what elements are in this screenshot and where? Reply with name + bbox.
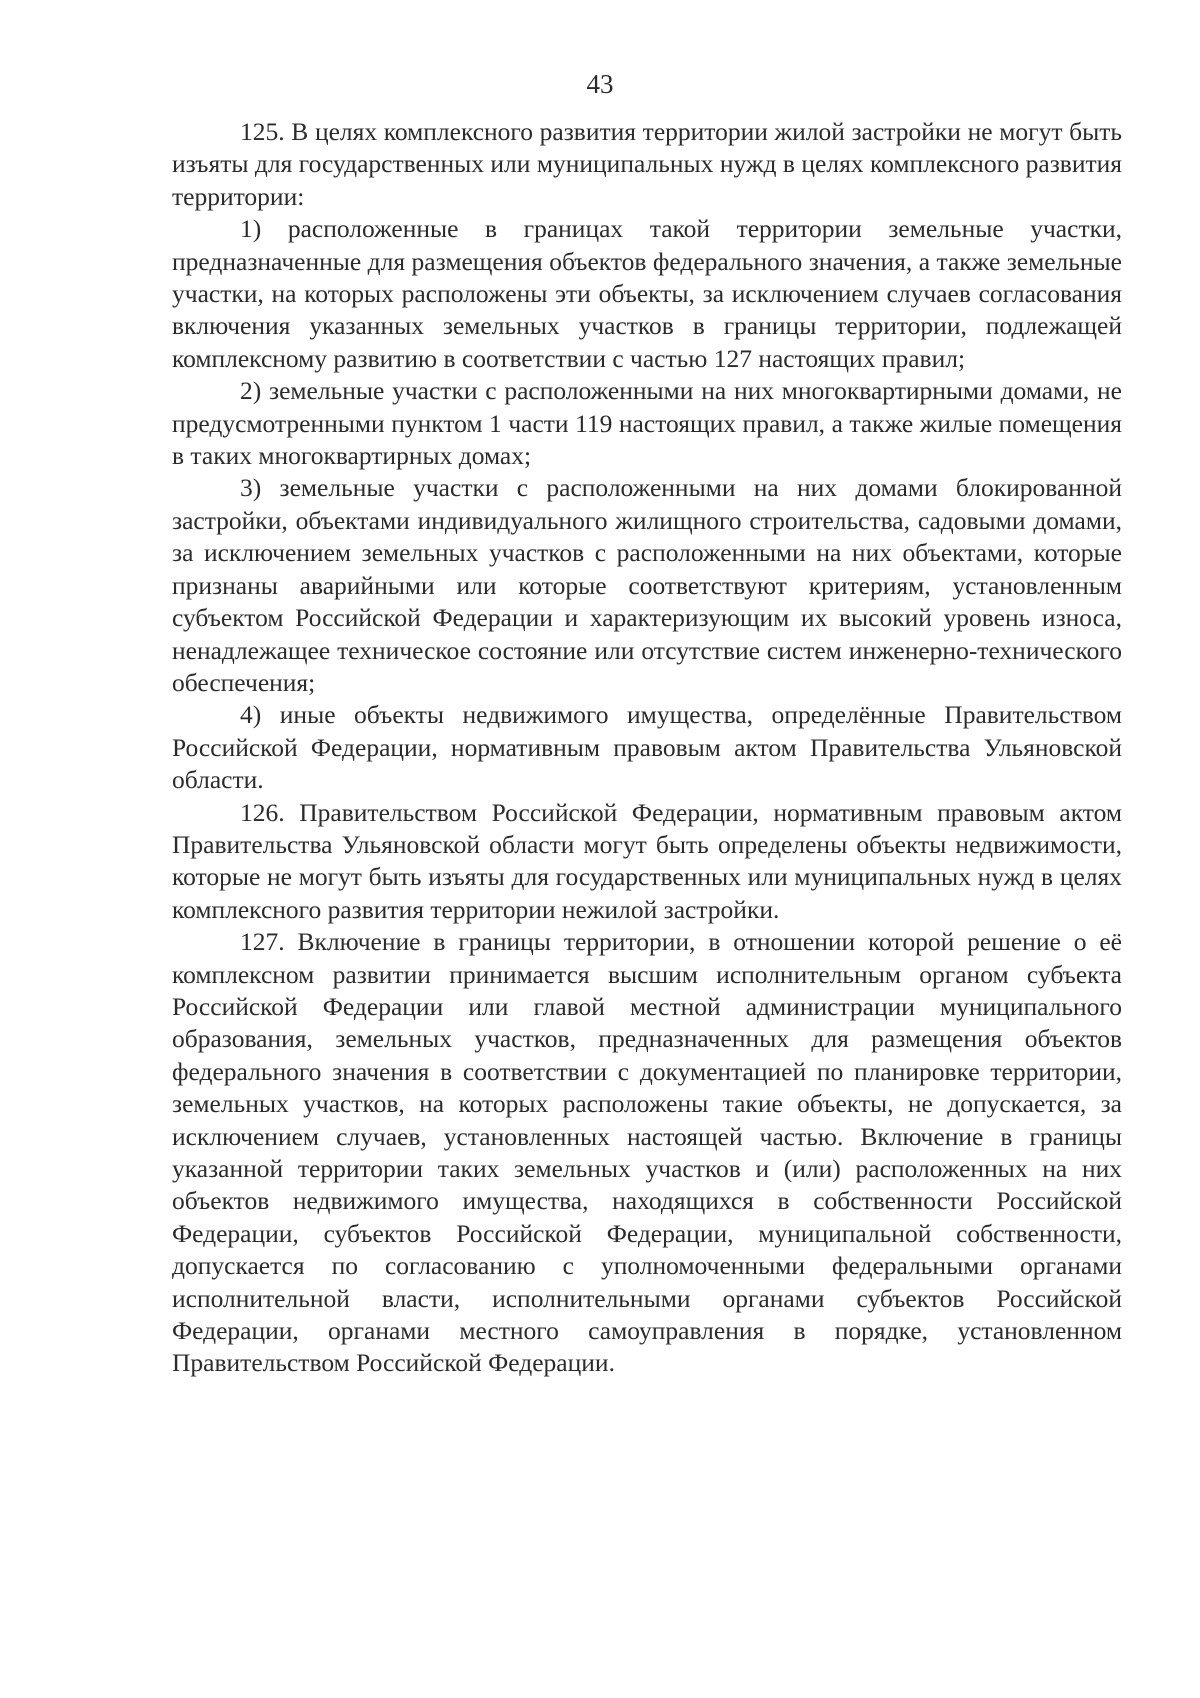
document-body	[172, 116, 1122, 1380]
paragraph-125-item-1: 1) расположенные в границах такой территории земельные участки, предназначенные для размещения объектов федерального значения, а также земельные участки, на которых расположены эти объекты, за исключением случаев согласования включения указанных земельных участков в границы территории, подлежащей комплексному развитию в соответствии с частью 127 настоящих правил;	[172, 214, 1122, 373]
paragraph-125-item-4: 4) иные объекты недвижимого имущества, определённые Правительством Российской Федерации, нормативным правовым актом Правительства Ульяновской области.	[172, 700, 1122, 795]
paragraph-125-item-3: 3) земельные участки с расположенными на них домами блокированной застройки, объектами индивидуального жилищного строительства, садовыми домами, за исключением земельных участков с расположенными на них объектами, которые признаны аварийными или которые соответствуют критериям, установленным субъектом Российской Федерации и характеризующим их высокий уровень износа, ненадлежащее техническое состояние или отсутствие систем инженерно-технического обеспечения;	[172, 473, 1122, 697]
page-number: 43	[586, 69, 614, 99]
paragraph-126: 126. Правительством Российской Федерации, нормативным правовым актом Правительства Ульяновской области могут быть определены объекты недвижимости, которые не могут быть изъяты для государственных или муниципальных нужд в целях комплексного развития территории нежилой застройки.	[172, 797, 1122, 924]
paragraph-125-item-2: 2) земельные участки с расположенными на них многоквартирными домами, не предусмотренными пунктом 1 части 119 настоящих правил, а также жилые помещения в таких многоквартирных домах;	[172, 376, 1122, 471]
paragraph-125: 125. В целях комплексного развития территории жилой застройки не могут быть изъяты для государственных или муниципальных нужд в целях комплексного развития территории:	[172, 117, 1122, 211]
paragraph-127: 127. Включение в границы территории, в отношении которой решение о её комплексном развитии принимается высшим исполнительным органом субъекта Российской Федерации или главой местной администрации муниципального образования, земельных участков, предназначенных для размещения объектов федерального значения в соответствии с документацией по планировке территории, земельных участков, на которых расположены такие объекты, не допускается, за исключением случаев, установленных настоящей частью. Включение в границы указанной территории таких земельных участков и (или) расположенных на них объектов недвижимого имущества, находящихся в собственности Российской Федерации, субъектов Российской Федерации, муниципальной собственности, допускается по согласованию с уполномоченными федеральными органами исполнительной власти, исполнительными органами субъектов Российской Федерации, органами местного самоуправления в порядке, установленном Правительством Российской Федерации.	[172, 927, 1122, 1378]
